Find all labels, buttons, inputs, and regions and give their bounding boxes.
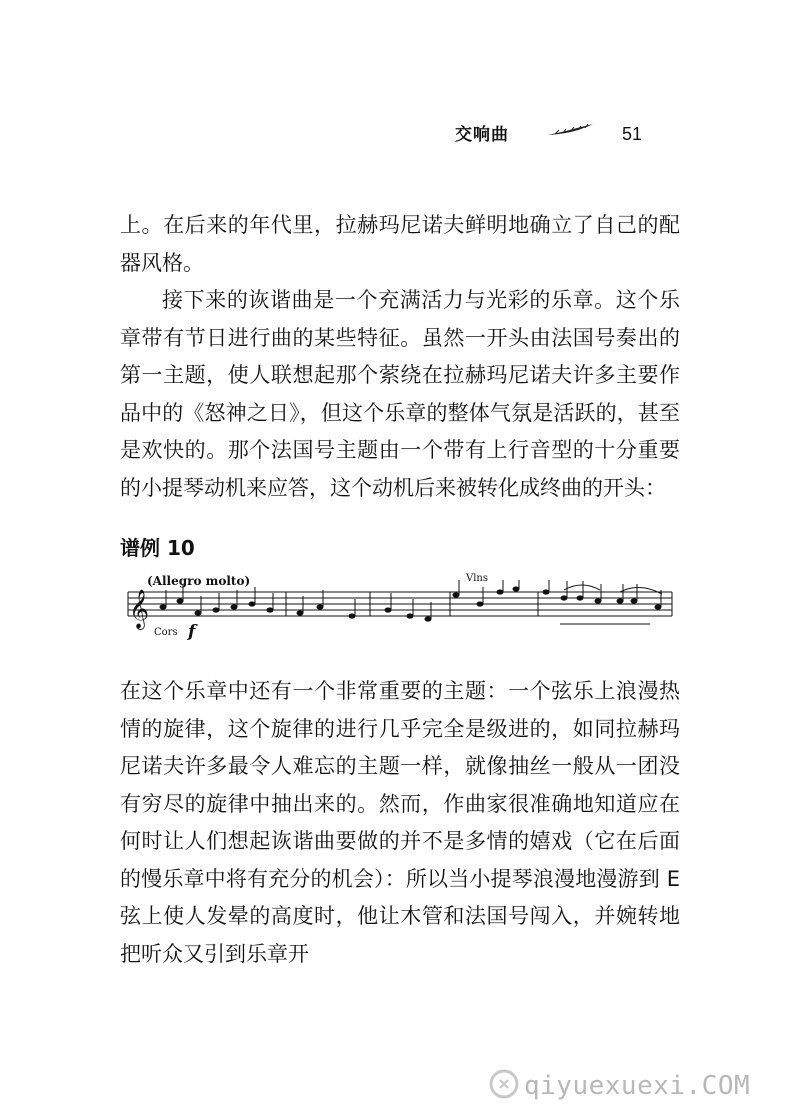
paragraph-1: 上。在后来的年代里，拉赫玛尼诺夫鲜明地确立了自己的配器风格。 bbox=[120, 213, 680, 275]
paragraph-3: 在这个乐章中还有一个非常重要的主题：一个弦乐上浪漫热情的旋律，这个旋律的进行几乎完全是级进的，如同拉赫玛尼诺夫许多最令人难忘的主题一样，就像抽丝一般从一团没有穷尽的旋律中抽出来的。然而，作曲家很准确地知道应在何时让人们想起诙谐曲要做的并不是多情的嬉戏（它在后面的慢乐章中将有充分的机会）：所以当小提琴浪漫地漫游到 E 弦上使人发晕的高度时，他让木管和法国号闯入，并婉转地把听众又引到乐章开 bbox=[120, 679, 680, 966]
music-example-staff bbox=[120, 580, 680, 640]
running-head-title: 交响曲 bbox=[455, 125, 509, 145]
horns-label: Cors bbox=[154, 627, 178, 638]
violins-label: Vlns bbox=[466, 573, 488, 584]
watermark-text: qiyuexuexi.COM bbox=[524, 1071, 751, 1101]
svg-text:𝄞: 𝄞 bbox=[129, 589, 150, 629]
tempo-marking: (Allegro molto) bbox=[147, 574, 251, 588]
header-ornament-icon bbox=[545, 122, 597, 138]
paragraph-2: 接下来的诙谐曲是一个充满活力与光彩的乐章。这个乐章带有节日进行曲的某些特征。虽然一开头由法国号奏出的第一主题，使人联想起那个萦绕在拉赫玛尼诺夫许多主要作品中的《怒神之日》，但这个乐章的整体气氛是活跃的，甚至是欢快的。那个法国号主题由一个带有上行音型的十分重要的小提琴动机来应答，这个动机后来被转化成终曲的开头： bbox=[120, 288, 680, 500]
page-number: 51 bbox=[622, 124, 643, 144]
dynamic-marking: f bbox=[188, 622, 196, 642]
example-label: 谱例 10 bbox=[120, 536, 195, 560]
